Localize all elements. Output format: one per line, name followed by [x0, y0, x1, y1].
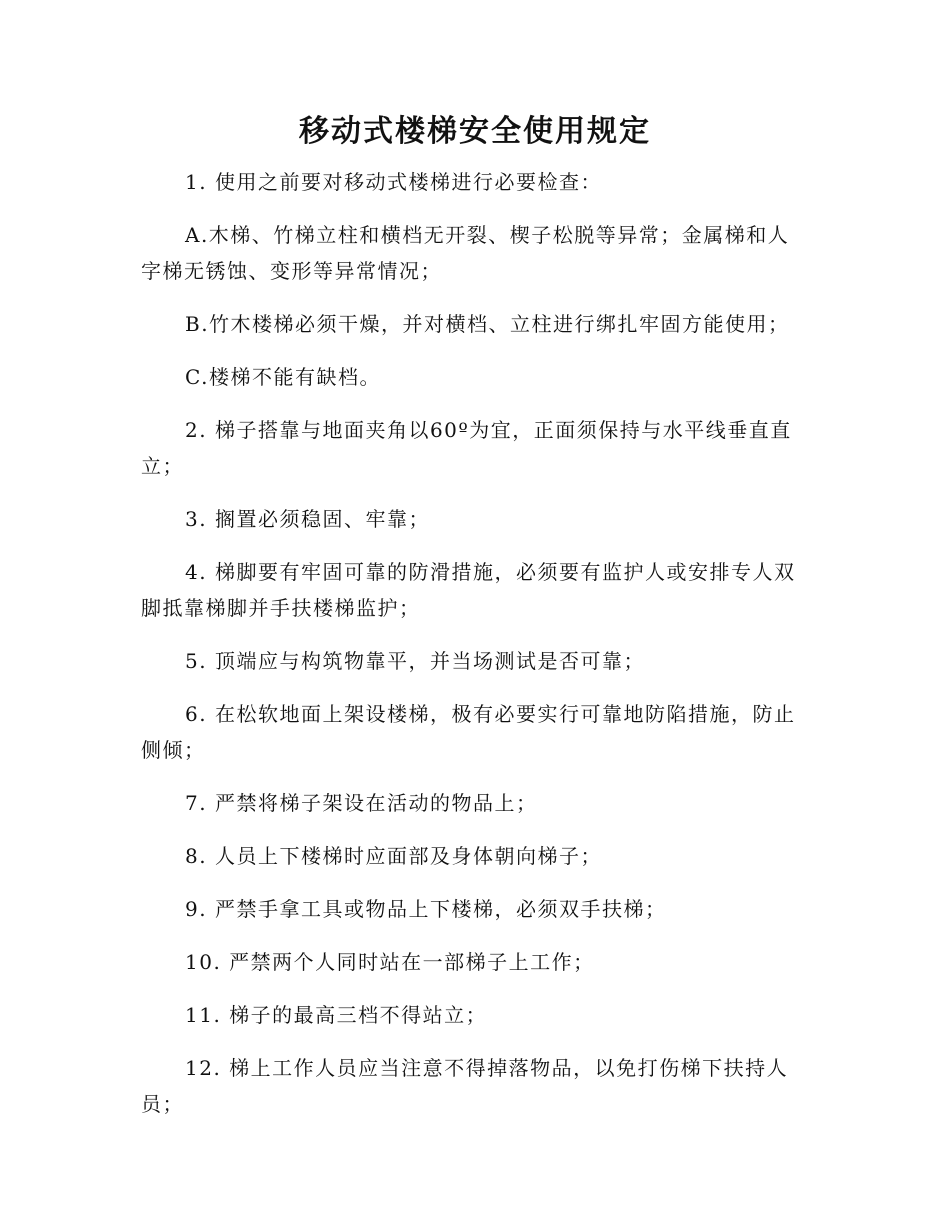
paragraph-item-6: 6. 在松软地面上架设楼梯，极有必要实行可靠地防陷措施，防止侧倾； [141, 702, 796, 762]
paragraph-item-2: 2. 梯子搭靠与地面夹角以60º为宜，正面须保持与水平线垂直直立； [141, 418, 792, 478]
paragraph-item-8: 8. 人员上下楼梯时应面部及身体朝向梯子； [185, 844, 602, 868]
paragraph-item-1c: C.楼梯不能有缺档。 [185, 365, 381, 389]
paragraph-item-3: 3. 搁置必须稳固、牢靠； [185, 507, 430, 531]
paragraph-item-1a: A.木梯、竹梯立柱和横档无开裂、楔子松脱等异常；金属梯和人字梯无锈蚀、变形等异常情况； [141, 223, 790, 283]
paragraph-item-11: 11. 梯子的最高三档不得站立； [185, 1003, 488, 1027]
paragraph-item-1: 1. 使用之前要对移动式楼梯进行必要检查： [185, 170, 602, 194]
paragraph-item-4: 4. 梯脚要有牢固可靠的防滑措施，必须要有监护人或安排专人双脚抵靠梯脚并手扶楼梯监护； [141, 560, 796, 620]
page-title: 移动式楼梯安全使用规定 [299, 114, 651, 149]
paragraph-item-12: 12. 梯上工作人员应当注意不得掉落物品，以免打伤梯下扶持人员； [141, 1056, 789, 1116]
paragraph-item-1b: B.竹木楼梯必须干燥，并对横档、立柱进行绑扎牢固方能使用； [185, 312, 790, 336]
paragraph-item-9: 9. 严禁手拿工具或物品上下楼梯，必须双手扶梯； [185, 897, 667, 921]
paragraph-item-10: 10. 严禁两个人同时站在一部梯子上工作； [185, 950, 595, 974]
paragraph-item-7: 7. 严禁将梯子架设在活动的物品上； [185, 791, 538, 815]
paragraph-item-5: 5. 顶端应与构筑物靠平，并当场测试是否可靠； [185, 649, 645, 673]
